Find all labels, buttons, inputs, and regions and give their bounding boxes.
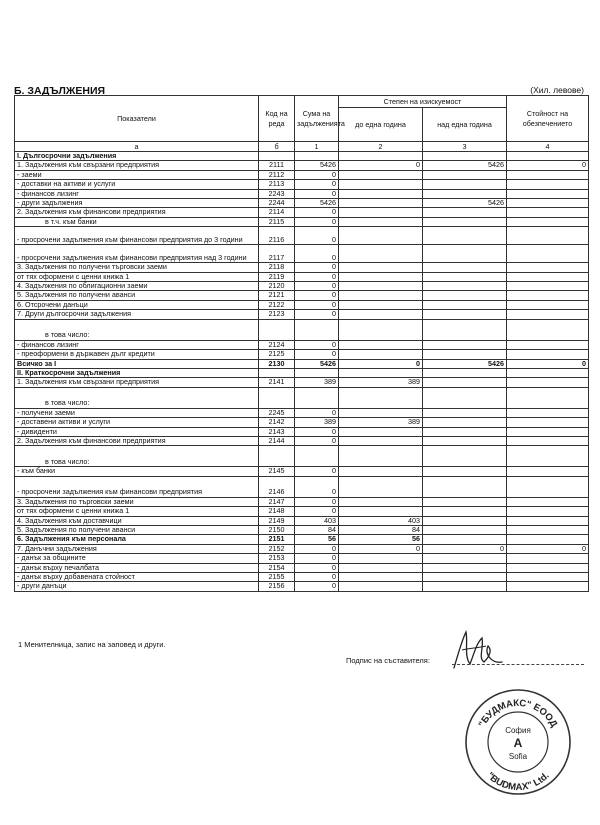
- row-code: 2130: [259, 359, 295, 368]
- row-sum: 0: [295, 350, 339, 359]
- row-sum: 0: [295, 170, 339, 179]
- row-label: 3. Задължения по търговски заеми: [15, 497, 259, 506]
- row-code: 2118: [259, 263, 295, 272]
- row-sum: 5426: [295, 199, 339, 208]
- row-collateral: [507, 263, 589, 272]
- row-over-one-year: [423, 217, 507, 226]
- row-up-to-one-year: [339, 170, 423, 179]
- table-row: [15, 535, 589, 544]
- row-code: 2123: [259, 310, 295, 319]
- row-up-to-one-year: [339, 497, 423, 506]
- row-collateral: [507, 319, 589, 340]
- row-over-one-year: [423, 387, 507, 408]
- row-over-one-year: [423, 535, 507, 544]
- row-collateral: [507, 446, 589, 467]
- row-collateral: [507, 387, 589, 408]
- row-label: - финансов лизинг: [15, 189, 259, 198]
- row-collateral: [507, 208, 589, 217]
- row-sum: 0: [295, 544, 339, 553]
- table-row: [15, 573, 589, 582]
- row-label: - просрочени задължения към финансови предприятия до 3 години: [15, 227, 259, 245]
- row-code: 2154: [259, 563, 295, 572]
- row-label: от тях оформени с ценни книжа 1: [15, 507, 259, 516]
- row-sum: 0: [295, 573, 339, 582]
- page-title: Б. ЗАДЪЛЖЕНИЯ: [14, 85, 106, 97]
- table-row: [15, 544, 589, 553]
- row-sum: 0: [295, 467, 339, 476]
- row-collateral: [507, 189, 589, 198]
- row-collateral: [507, 350, 589, 359]
- row-code: 2119: [259, 272, 295, 281]
- row-up-to-one-year: 389: [339, 418, 423, 427]
- row-over-one-year: [423, 554, 507, 563]
- row-over-one-year: [423, 408, 507, 417]
- row-up-to-one-year: [339, 563, 423, 572]
- row-collateral: [507, 408, 589, 417]
- row-code: 2117: [259, 245, 295, 263]
- row-sum: 84: [295, 525, 339, 534]
- row-over-one-year: [423, 180, 507, 189]
- row-up-to-one-year: [339, 180, 423, 189]
- row-code: 2153: [259, 554, 295, 563]
- row-sum: 0: [295, 427, 339, 436]
- row-collateral: [507, 199, 589, 208]
- row-collateral: [507, 282, 589, 291]
- row-over-one-year: [423, 350, 507, 359]
- row-sum: 0: [295, 291, 339, 300]
- row-up-to-one-year: [339, 189, 423, 198]
- row-label: - просрочени задължения към финансови предприятия: [15, 476, 259, 497]
- row-label: в това число:: [15, 319, 259, 340]
- row-sum: 0: [295, 208, 339, 217]
- row-label: - доставени активи и услуги: [15, 418, 259, 427]
- row-collateral: [507, 378, 589, 387]
- row-label: в т.ч. към банки: [15, 217, 259, 226]
- header-degree: Степен на изискуемост: [339, 96, 507, 108]
- stamp-bottom-text: "BUDMAX" Ltd.: [484, 770, 552, 794]
- row-over-one-year: [423, 446, 507, 467]
- row-collateral: [507, 340, 589, 349]
- row-code: 2115: [259, 217, 295, 226]
- row-up-to-one-year: [339, 152, 423, 161]
- row-sum: 0: [295, 436, 339, 445]
- row-over-one-year: [423, 378, 507, 387]
- row-label: 1. Задължения към свързани предприятия: [15, 378, 259, 387]
- row-over-one-year: [423, 427, 507, 436]
- row-up-to-one-year: [339, 554, 423, 563]
- row-sum: 56: [295, 535, 339, 544]
- row-up-to-one-year: [339, 319, 423, 340]
- row-collateral: [507, 227, 589, 245]
- row-label: - данък върху печалбата: [15, 563, 259, 572]
- row-collateral: [507, 476, 589, 497]
- unit-label: (Хил. левове): [530, 85, 584, 95]
- table-row: [15, 291, 589, 300]
- row-up-to-one-year: [339, 263, 423, 272]
- table-row: [15, 227, 589, 245]
- row-up-to-one-year: [339, 436, 423, 445]
- row-sum: 0: [295, 227, 339, 245]
- row-code: 2152: [259, 544, 295, 553]
- stamp-top-text: "БУДМАКС" ЕООД: [476, 697, 560, 730]
- row-collateral: [507, 554, 589, 563]
- row-sum: 0: [295, 340, 339, 349]
- row-sum: 0: [295, 300, 339, 309]
- row-up-to-one-year: [339, 199, 423, 208]
- row-code: 2155: [259, 573, 295, 582]
- row-sum: 5426: [295, 359, 339, 368]
- row-code: 2122: [259, 300, 295, 309]
- row-collateral: [507, 436, 589, 445]
- row-code: 2141: [259, 378, 295, 387]
- row-label: от тях оформени с ценни книжа 1: [15, 272, 259, 281]
- header-indicators: Показатели: [15, 96, 259, 142]
- row-collateral: [507, 170, 589, 179]
- row-up-to-one-year: 84: [339, 525, 423, 534]
- table-row: [15, 446, 589, 467]
- row-up-to-one-year: [339, 467, 423, 476]
- table-row: [15, 507, 589, 516]
- row-code: 2121: [259, 291, 295, 300]
- row-over-one-year: [423, 291, 507, 300]
- row-code: 2146: [259, 476, 295, 497]
- row-over-one-year: [423, 467, 507, 476]
- row-over-one-year: [423, 516, 507, 525]
- row-collateral: [507, 507, 589, 516]
- row-up-to-one-year: 0: [339, 161, 423, 170]
- table-row: [15, 217, 589, 226]
- row-collateral: [507, 245, 589, 263]
- row-label: - финансов лизинг: [15, 340, 259, 349]
- row-collateral: [507, 525, 589, 534]
- row-over-one-year: [423, 573, 507, 582]
- row-sum: 0: [295, 554, 339, 563]
- row-sum: 0: [295, 189, 339, 198]
- header-sum: Сума на задълженията: [295, 96, 339, 142]
- row-up-to-one-year: [339, 227, 423, 245]
- row-sum: 0: [295, 245, 339, 263]
- row-collateral: 0: [507, 359, 589, 368]
- handwritten-signature: [448, 624, 508, 679]
- row-up-to-one-year: 0: [339, 544, 423, 553]
- row-label: - дивиденти: [15, 427, 259, 436]
- row-up-to-one-year: [339, 582, 423, 591]
- row-up-to-one-year: [339, 272, 423, 281]
- row-over-one-year: 5426: [423, 359, 507, 368]
- row-code: 2120: [259, 282, 295, 291]
- row-label: - доставки на активи и услуги: [15, 180, 259, 189]
- row-label: 6. Отсрочени данъци: [15, 300, 259, 309]
- row-sum: 0: [295, 497, 339, 506]
- row-label: II. Краткосрочни задължения: [15, 368, 259, 377]
- table-row: [15, 476, 589, 497]
- row-up-to-one-year: [339, 350, 423, 359]
- row-label: 7. Други дългосрочни задължения: [15, 310, 259, 319]
- row-label: 3. Задължения по получени търговски заеми: [15, 263, 259, 272]
- company-stamp: [462, 686, 574, 803]
- stamp-city-latin: Sofia: [508, 752, 528, 761]
- table-row: [15, 554, 589, 563]
- row-sum: [295, 387, 339, 408]
- row-up-to-one-year: [339, 427, 423, 436]
- table-row: [15, 350, 589, 359]
- row-code: 2243: [259, 189, 295, 198]
- row-code: 2124: [259, 340, 295, 349]
- row-over-one-year: [423, 282, 507, 291]
- row-collateral: [507, 418, 589, 427]
- row-label: - просрочени задължения към финансови предприятия над 3 години: [15, 245, 259, 263]
- row-code: 2156: [259, 582, 295, 591]
- row-collateral: [507, 272, 589, 281]
- row-sum: 0: [295, 408, 339, 417]
- row-sum: [295, 446, 339, 467]
- row-up-to-one-year: 389: [339, 378, 423, 387]
- row-label: 5. Задължения по получени аванси: [15, 291, 259, 300]
- row-code: 2245: [259, 408, 295, 417]
- row-up-to-one-year: [339, 476, 423, 497]
- row-sum: 0: [295, 310, 339, 319]
- row-code: 2143: [259, 427, 295, 436]
- row-sum: 0: [295, 263, 339, 272]
- column-letter: 2: [339, 142, 423, 152]
- row-over-one-year: [423, 582, 507, 591]
- row-code: 2112: [259, 170, 295, 179]
- row-over-one-year: 0: [423, 544, 507, 553]
- signature-line: [452, 664, 584, 665]
- row-over-one-year: [423, 263, 507, 272]
- table-row: [15, 418, 589, 427]
- row-over-one-year: [423, 272, 507, 281]
- row-code: 2244: [259, 199, 295, 208]
- row-over-one-year: [423, 563, 507, 572]
- row-label: 5. Задължения по получени аванси: [15, 525, 259, 534]
- row-label: 4. Задължения по облигационни заеми: [15, 282, 259, 291]
- row-over-one-year: [423, 208, 507, 217]
- svg-text:"БУДМАКС" ЕООД: [477, 698, 560, 729]
- table-row: [15, 310, 589, 319]
- table-row: [15, 378, 589, 387]
- row-label: Всичко за I: [15, 359, 259, 368]
- row-code: 2149: [259, 516, 295, 525]
- row-label: в това число:: [15, 387, 259, 408]
- row-sum: 5426: [295, 161, 339, 170]
- row-up-to-one-year: [339, 310, 423, 319]
- row-over-one-year: [423, 436, 507, 445]
- row-collateral: [507, 535, 589, 544]
- row-label: - други задължения: [15, 199, 259, 208]
- row-code: 2144: [259, 436, 295, 445]
- row-sum: 403: [295, 516, 339, 525]
- row-code: 2145: [259, 467, 295, 476]
- column-letter: 4: [507, 142, 589, 152]
- row-label: - данък за общините: [15, 554, 259, 563]
- row-sum: 0: [295, 180, 339, 189]
- row-label: 6. Задължения към персонала: [15, 535, 259, 544]
- row-collateral: 0: [507, 544, 589, 553]
- table-row: [15, 359, 589, 368]
- row-collateral: [507, 217, 589, 226]
- row-sum: 0: [295, 282, 339, 291]
- row-collateral: [507, 497, 589, 506]
- table-row: [15, 319, 589, 340]
- footnote: 1 Менителница, запис на заповед и други.: [18, 640, 166, 649]
- row-collateral: [507, 427, 589, 436]
- row-over-one-year: [423, 418, 507, 427]
- row-sum: [295, 319, 339, 340]
- header-over-one-year: над една година: [423, 108, 507, 142]
- signature-label: Подпис на съставителя:: [346, 656, 430, 665]
- header-up-to-one-year: до една година: [339, 108, 423, 142]
- row-collateral: [507, 516, 589, 525]
- svg-text:"BUDMAX" Ltd.: [484, 770, 551, 793]
- row-up-to-one-year: [339, 217, 423, 226]
- row-code: 2150: [259, 525, 295, 534]
- row-up-to-one-year: [339, 507, 423, 516]
- column-letter: а: [15, 142, 259, 152]
- row-label: - други данъци: [15, 582, 259, 591]
- column-letter: 1: [295, 142, 339, 152]
- row-up-to-one-year: [339, 340, 423, 349]
- row-code: 2147: [259, 497, 295, 506]
- row-up-to-one-year: [339, 282, 423, 291]
- liabilities-table: [14, 95, 589, 592]
- row-collateral: [507, 180, 589, 189]
- table-row: [15, 467, 589, 476]
- row-up-to-one-year: [339, 291, 423, 300]
- table-body: [15, 152, 589, 592]
- row-over-one-year: 5426: [423, 199, 507, 208]
- row-sum: 0: [295, 563, 339, 572]
- header-code: Код на реда: [259, 96, 295, 142]
- table-row: [15, 245, 589, 263]
- row-label: 2. Задължения към финансови предприятия: [15, 208, 259, 217]
- row-over-one-year: [423, 476, 507, 497]
- row-label: 2. Задължения към финансови предприятия: [15, 436, 259, 445]
- row-over-one-year: [423, 227, 507, 245]
- table-row: [15, 436, 589, 445]
- row-over-one-year: [423, 170, 507, 179]
- row-collateral: 0: [507, 161, 589, 170]
- row-code: 2114: [259, 208, 295, 217]
- row-code: [259, 387, 295, 408]
- row-up-to-one-year: [339, 573, 423, 582]
- row-over-one-year: [423, 507, 507, 516]
- row-label: - получени заеми: [15, 408, 259, 417]
- row-over-one-year: [423, 497, 507, 506]
- row-code: [259, 446, 295, 467]
- row-sum: 0: [295, 272, 339, 281]
- row-over-one-year: [423, 525, 507, 534]
- row-collateral: [507, 152, 589, 161]
- row-up-to-one-year: [339, 387, 423, 408]
- stamp-city: София: [505, 726, 531, 735]
- row-code: 2111: [259, 161, 295, 170]
- row-label: 1. Задължения към свързани предприятия: [15, 161, 259, 170]
- row-collateral: [507, 582, 589, 591]
- row-over-one-year: [423, 245, 507, 263]
- row-sum: 0: [295, 476, 339, 497]
- row-collateral: [507, 467, 589, 476]
- row-code: 2116: [259, 227, 295, 245]
- column-letter: б: [259, 142, 295, 152]
- row-over-one-year: [423, 340, 507, 349]
- row-over-one-year: [423, 310, 507, 319]
- row-collateral: [507, 300, 589, 309]
- row-sum: 0: [295, 217, 339, 226]
- row-collateral: [507, 573, 589, 582]
- row-sum: 389: [295, 418, 339, 427]
- row-over-one-year: 5426: [423, 161, 507, 170]
- table-row: [15, 582, 589, 591]
- row-code: 2151: [259, 535, 295, 544]
- table-row: [15, 387, 589, 408]
- row-sum: 389: [295, 378, 339, 387]
- row-code: 2113: [259, 180, 295, 189]
- row-up-to-one-year: 0: [339, 359, 423, 368]
- row-up-to-one-year: [339, 208, 423, 217]
- row-label: - към банки: [15, 467, 259, 476]
- row-label: I. Дългосрочни задължения: [15, 152, 259, 161]
- row-sum: 0: [295, 507, 339, 516]
- row-over-one-year: [423, 319, 507, 340]
- row-label: - заеми: [15, 170, 259, 179]
- row-code: [259, 319, 295, 340]
- row-up-to-one-year: 56: [339, 535, 423, 544]
- row-code: 2148: [259, 507, 295, 516]
- row-over-one-year: [423, 300, 507, 309]
- table-row: [15, 161, 589, 170]
- row-label: 7. Данъчни задължения: [15, 544, 259, 553]
- header-collateral: Стойност на обезпечението: [507, 96, 589, 142]
- row-code: 2125: [259, 350, 295, 359]
- row-up-to-one-year: [339, 300, 423, 309]
- table-row: [15, 180, 589, 189]
- row-sum: 0: [295, 582, 339, 591]
- row-collateral: [507, 368, 589, 377]
- row-label: - данък върху добавената стойност: [15, 573, 259, 582]
- row-collateral: [507, 310, 589, 319]
- row-label: в това число:: [15, 446, 259, 467]
- row-up-to-one-year: 403: [339, 516, 423, 525]
- row-label: 4. Задължения към доставчици: [15, 516, 259, 525]
- row-collateral: [507, 291, 589, 300]
- row-code: 2142: [259, 418, 295, 427]
- row-up-to-one-year: [339, 446, 423, 467]
- column-letter: 3: [423, 142, 507, 152]
- stamp-letter: А: [513, 736, 523, 750]
- row-collateral: [507, 563, 589, 572]
- row-up-to-one-year: [339, 245, 423, 263]
- table-row: [15, 263, 589, 272]
- row-over-one-year: [423, 368, 507, 377]
- row-label: - преоформени в държавен дълг кредити: [15, 350, 259, 359]
- table-row: [15, 208, 589, 217]
